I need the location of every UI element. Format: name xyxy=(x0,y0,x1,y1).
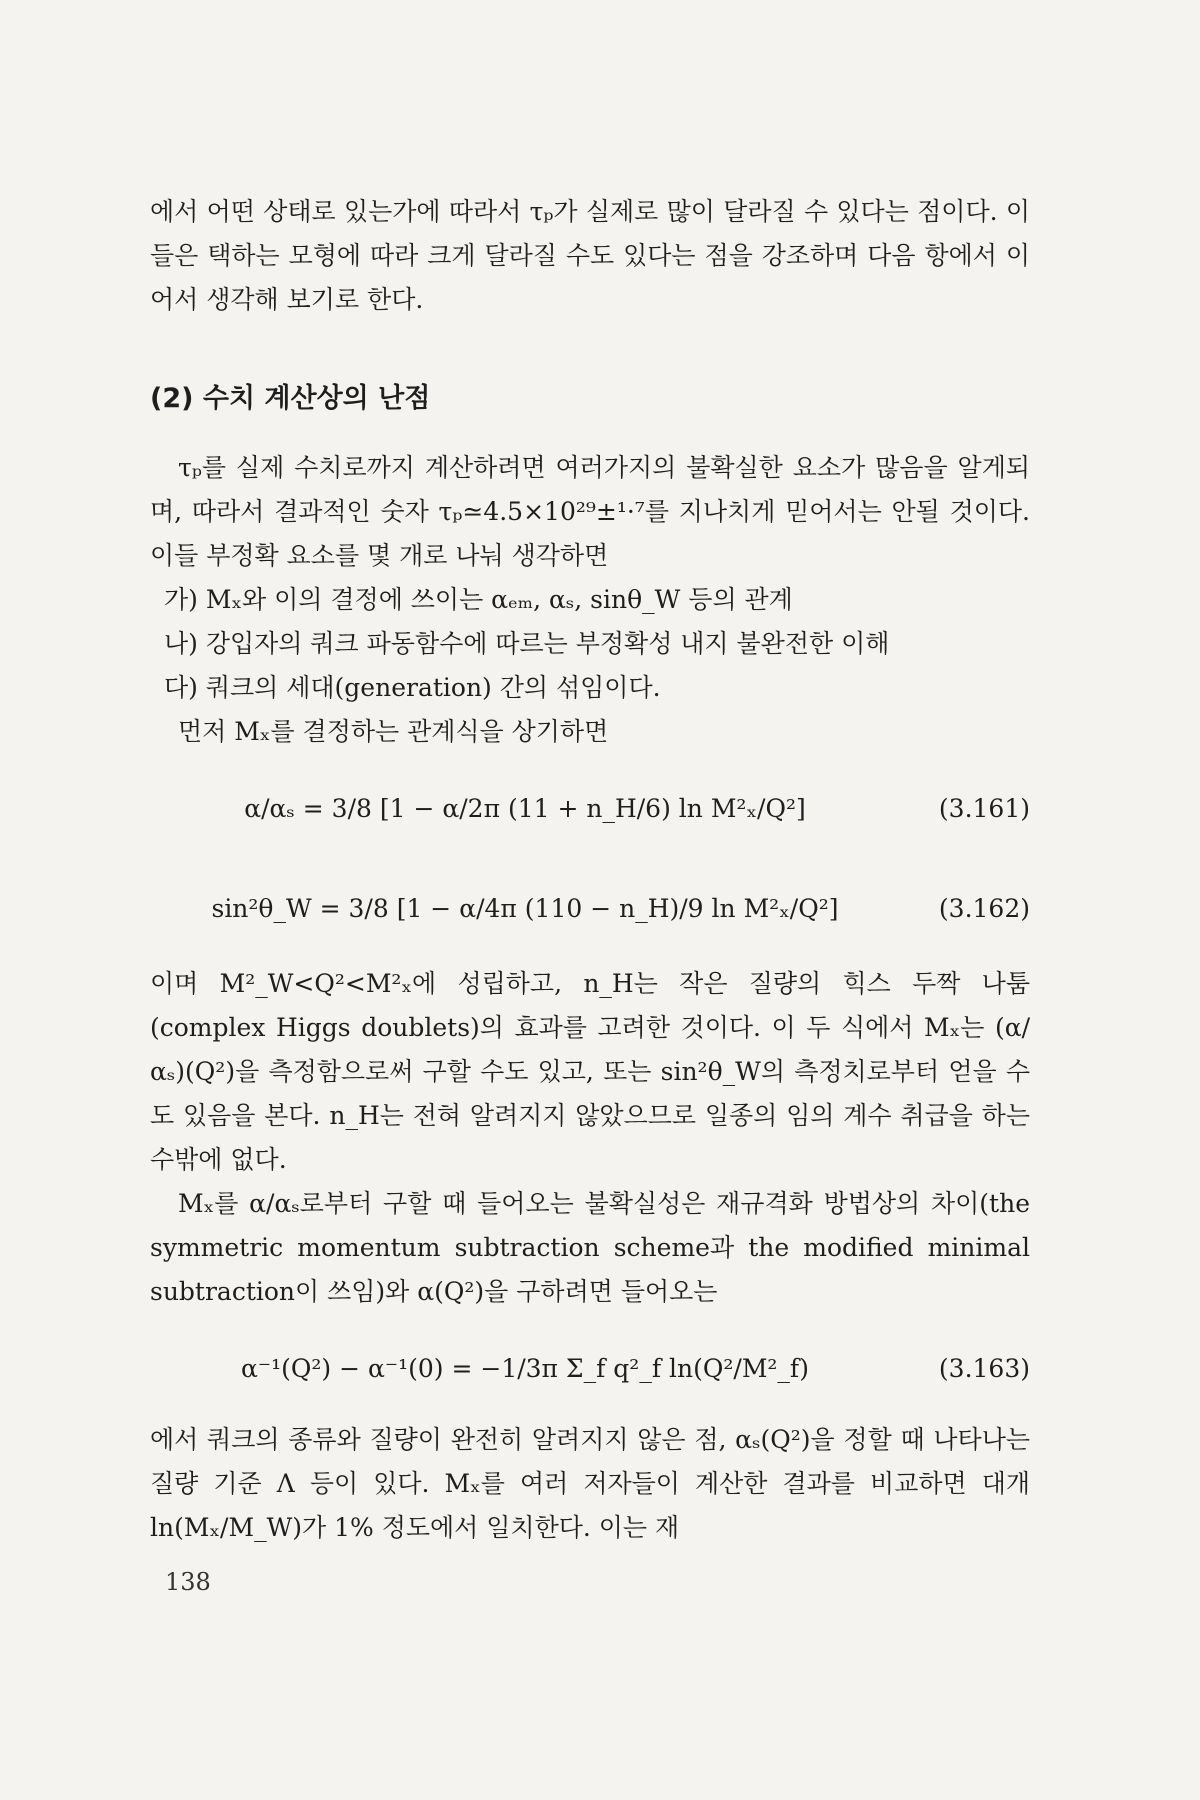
equation-3-162 xyxy=(150,872,1030,944)
equation-number: (3.163) xyxy=(938,1353,1030,1383)
relation-paragraph: 먼저 Mₓ를 결정하는 관계식을 상기하면 xyxy=(178,717,609,746)
intro-paragraph xyxy=(150,190,1030,322)
intro-text: 에서 어떤 상태로 있는가에 따라서 τₚ가 실제로 많이 달라질 수 있다는 점이다. 이들은 택하는 모형에 따라 크게 달라질 수도 있다는 점을 강조하며 다음 항에서 이어서 생각해 보기로 한다. xyxy=(150,197,1030,314)
difficulty-block xyxy=(150,446,1030,754)
equation-number: (3.161) xyxy=(938,793,1030,823)
list-item-da: 다) 쿼크의 세대(generation) 간의 섞임이다. xyxy=(164,673,661,702)
final-block xyxy=(150,1418,1030,1550)
final-paragraph: 에서 쿼크의 종류와 질량이 완전히 알려지지 않은 점, αₛ(Q²)을 정할 때 나타나는 질량 기준 Λ 등이 있다. Mₓ를 여러 저자들이 계산한 결과를 비교하면 대개 ln(Mₓ/M_W)가 1% 정도에서 일치한다. 이는 재 xyxy=(150,1425,1030,1542)
list-item-na: 나) 강입자의 쿼크 파동함수에 따르는 부정확성 내지 불완전한 이해 xyxy=(164,629,890,658)
list-item-ga: 가) Mₓ와 이의 결정에 쓰이는 αₑₘ, αₛ, sinθ_W 등의 관계 xyxy=(164,585,793,614)
equation-expression: α⁻¹(Q²) − α⁻¹(0) = −1/3π Σ_f q²_f ln(Q²/M²_f) xyxy=(241,1353,809,1383)
renorm-paragraph: Mₓ를 α/αₛ로부터 구할 때 들어오는 불확실성은 재규격화 방법상의 차이(the symmetric momentum subtraction scheme과 the modified minimal subtraction이 쓰임)와 α(Q²)을 구하려면 들어오는 xyxy=(150,1189,1030,1306)
section-heading: (2) 수치 계산상의 난점 xyxy=(150,383,431,414)
difficulty-paragraph: τₚ를 실제 수치로까지 계산하려면 여러가지의 불확실한 요소가 많음을 알게되며, 따라서 결과적인 숫자 τₚ≃4.5×10²⁹±¹·⁷를 지나치게 믿어서는 안될 것이다. 이들 부정확 요소를 몇 개로 나눠 생각하면 xyxy=(150,453,1030,570)
equation-3-161 xyxy=(150,772,1030,844)
equation-3-163 xyxy=(150,1332,1030,1404)
higgs-block xyxy=(150,962,1030,1314)
equation-expression: sin²θ_W = 3/8 [1 − α/4π (110 − n_H)/9 ln M²ₓ/Q²] xyxy=(211,893,839,923)
equation-expression: α/αₛ = 3/8 [1 − α/2π (11 + n_H/6) ln M²ₓ/Q²] xyxy=(244,793,806,823)
equation-number: (3.162) xyxy=(938,893,1030,923)
higgs-paragraph: 이며 M²_W<Q²<M²ₓ에 성립하고, n_H는 작은 질량의 힉스 두짝 나툼(complex Higgs doublets)의 효과를 고려한 것이다. 이 두 식에서 Mₓ는 (α/αₛ)(Q²)을 측정함으로써 구할 수도 있고, 또는 sin²θ_W의 측정치로부터 얻을 수도 있음을 본다. n_H는 전혀 알려지지 않았으므로 일종의 임의 계수 취급을 하는 수밖에 없다. xyxy=(150,969,1030,1174)
page-number: 138 xyxy=(165,1568,211,1596)
